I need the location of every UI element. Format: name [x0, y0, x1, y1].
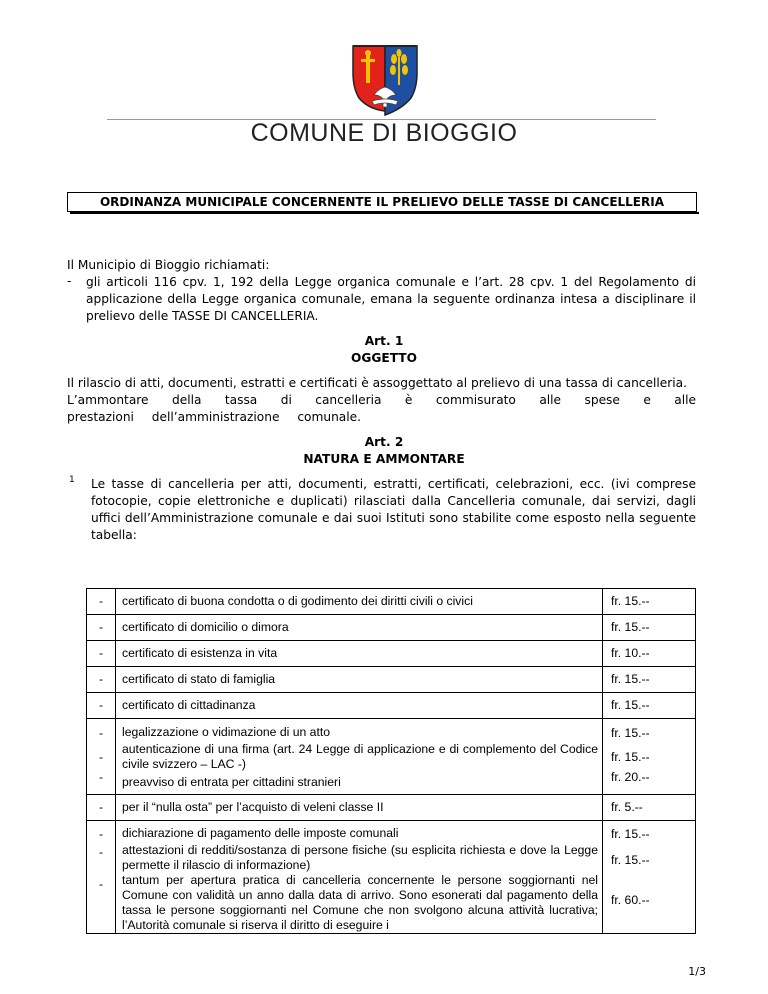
- fee-description: dichiarazione di pagamento delle imposte comunali: [122, 826, 399, 840]
- fee-amount: fr. 60.--: [611, 893, 650, 907]
- row-dash: -: [98, 750, 104, 764]
- art1-number: Art. 1: [364, 334, 404, 348]
- fee-amount: fr. 15.--: [611, 853, 650, 867]
- table-row: [87, 641, 696, 667]
- fee-amount: fr. 5.--: [603, 795, 696, 821]
- art1-heading: OGGETTO: [351, 351, 417, 365]
- row-dash: -: [87, 615, 116, 641]
- fee-table: [86, 588, 696, 934]
- table-row: [87, 693, 696, 719]
- row-dash: -: [98, 827, 104, 841]
- page-number: 1/3: [688, 965, 706, 978]
- row-dash: -: [87, 589, 116, 615]
- fee-amount: fr. 15.--: [603, 667, 696, 693]
- fee-description: preavviso di entrata per cittadini stranieri: [122, 775, 341, 789]
- row-dash: -: [98, 770, 104, 784]
- row-dash: -: [87, 641, 116, 667]
- art1-paragraph-2: L’ammontare della tassa di cancelleria è commisurato alle spese e alle prestazioni dell’amministrazione comunale.: [67, 393, 696, 424]
- table-row: [87, 821, 696, 934]
- art2-number: Art. 2: [364, 435, 404, 449]
- fee-description: legalizzazione o vidimazione di un atto: [122, 725, 330, 739]
- row-dash: -: [87, 795, 116, 821]
- row-dash: -: [98, 877, 104, 891]
- art2-paragraph: Le tasse di cancelleria per atti, documenti, estratti, certificati, celebrazioni, ecc. (ivi comprese fotocopie, copie elettroniche e duplicati) rilasciati dalla Cancelleria comunale, dai servizi, dagli uffici dell’Amministrazione comunale e dai suoi Istituti sono stabilite come esposto nella seguente tabella:: [91, 477, 696, 542]
- table-row: [87, 589, 696, 615]
- municipality-name: COMUNE DI BIOGGIO: [250, 119, 518, 147]
- fee-description: autenticazione di una firma (art. 24 Legge di applicazione e di complemento del Codice civile svizzero – LAC -): [122, 742, 598, 771]
- fee-description: certificato di cittadinanza: [116, 693, 603, 719]
- intro-line: Il Municipio di Bioggio richiamati:: [67, 258, 270, 272]
- table-row: [87, 667, 696, 693]
- row-dash: -: [98, 726, 104, 740]
- intro-bullet: gli articoli 116 cpv. 1, 192 della Legge organica comunale e l’art. 28 cpv. 1 del Regolamento di applicazione della Legge organica comunale, emana la seguente ordinanza intesa a disciplinare il prelievo delle TASSE DI CANCELLERIA.: [86, 275, 696, 323]
- art2-heading: NATURA E AMMONTARE: [303, 452, 465, 466]
- fee-amount: fr. 10.--: [603, 641, 696, 667]
- fee-amount: fr. 15.--: [603, 589, 696, 615]
- fee-amount: fr. 15.--: [611, 750, 650, 764]
- document-title: ORDINANZA MUNICIPALE CONCERNENTE IL PRELIEVO DELLE TASSE DI CANCELLERIA: [67, 192, 697, 212]
- fee-description: certificato di esistenza in vita: [116, 641, 603, 667]
- footnote-marker: 1: [69, 475, 75, 485]
- fee-description: tantum per apertura pratica di cancelleria concernente le persone soggiornanti nel Comune con validità un anno dalla data di arrivo. Sono esonerati dal pagamento della tassa le persone soggiornanti nel Comune che non svolgono alcuna attività lucrativa; l’Autorità comunale si riserva il diritto di eseguire i: [122, 873, 598, 932]
- row-dash: -: [87, 693, 116, 719]
- fee-description: certificato di buona condotta o di godimento dei diritti civili o civici: [116, 589, 603, 615]
- fee-amount: fr. 15.--: [611, 726, 650, 740]
- row-dash: -: [98, 845, 104, 859]
- fee-amount: fr. 15.--: [603, 693, 696, 719]
- table-row: [87, 719, 696, 795]
- fee-amount: fr. 15.--: [611, 827, 650, 841]
- fee-description: per il “nulla osta” per l’acquisto di veleni classe II: [116, 795, 603, 821]
- art1-paragraph-1: Il rilascio di atti, documenti, estratti e certificati è assoggettato al prelievo di una tassa di cancelleria.: [67, 376, 688, 390]
- coat-of-arms-logo: [350, 43, 420, 119]
- row-dash: -: [87, 667, 116, 693]
- fee-description: certificato di stato di famiglia: [116, 667, 603, 693]
- fee-amount: fr. 15.--: [603, 615, 696, 641]
- fee-amount: fr. 20.--: [611, 770, 650, 784]
- bullet-dash: -: [67, 274, 72, 288]
- fee-description: attestazioni di redditi/sostanza di persone fisiche (su esplicita richiesta e dove la Legge permette il rilascio di informazione): [122, 843, 598, 872]
- fee-description: certificato di domicilio o dimora: [116, 615, 603, 641]
- table-row: [87, 615, 696, 641]
- table-row: [87, 795, 696, 821]
